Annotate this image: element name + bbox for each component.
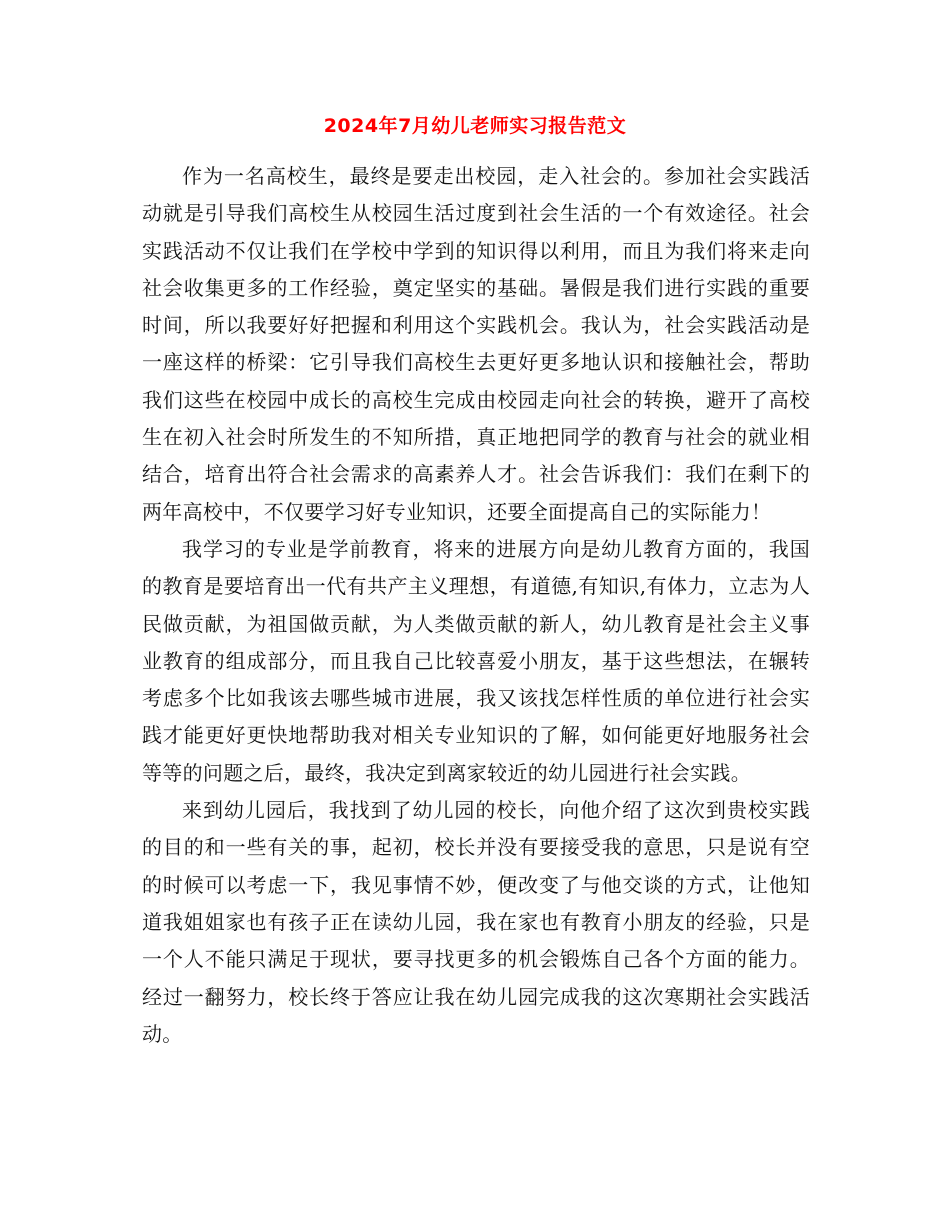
document-body: [142, 158, 810, 1053]
document-title: 2024年7月幼儿老师实习报告范文: [323, 115, 627, 137]
paragraph-1: 作为一名高校生，最终是要走出校园，走入社会的。参加社会实践活动就是引导我们高校生从校园生活过度到社会生活的一个有效途径。社会实践活动不仅让我们在学校中学到的知识得以利用，而且为我们将来走向社会收集更多的工作经验，奠定坚实的基础。暑假是我们进行实践的重要时间，所以我要好好把握和利用这个实践机会。我认为，社会实践活动是一座这样的桥梁：它引导我们高校生去更好更多地认识和接触社会，帮助我们这些在校园中成长的高校生完成由校园走向社会的转换，避开了高校生在初入社会时所发生的不知所措，真正地把同学的教育与社会的就业相结合，培育出符合社会需求的高素养人才。社会告诉我们：我们在剩下的两年高校中，不仅要学习好专业知识，还要全面提高自己的实际能力！: [142, 164, 810, 524]
paragraph-2: 我学习的专业是学前教育，将来的进展方向是幼儿教育方面的，我国的教育是要培育出一代有共产主义理想，有道德,有知识,有体力，立志为人民做贡献，为祖国做贡献，为人类做贡献的新人，幼儿教育是社会主义事业教育的组成部分，而且我自己比较喜爱小朋友，基于这些想法，在辗转考虑多个比如我该去哪些城市进展，我又该找怎样性质的单位进行社会实践才能更好更快地帮助我对相关专业知识的了解，如何能更好地服务社会等等的问题之后，最终，我决定到离家较近的幼儿园进行社会实践。: [142, 536, 810, 785]
paragraph-3: 来到幼儿园后，我找到了幼儿园的校长，向他介绍了这次到贵校实践的目的和一些有关的事，起初，校长并没有要接受我的意思，只是说有空的时候可以考虑一下，我见事情不妙，便改变了与他交谈的方式，让他知道我姐姐家也有孩子正在读幼儿园，我在家也有教育小朋友的经验，只是一个人不能只满足于现状，要寻找更多的机会锻炼自己各个方面的能力。经过一翻努力，校长终于答应让我在幼儿园完成我的这次寒期社会实践活动。: [142, 798, 810, 1046]
